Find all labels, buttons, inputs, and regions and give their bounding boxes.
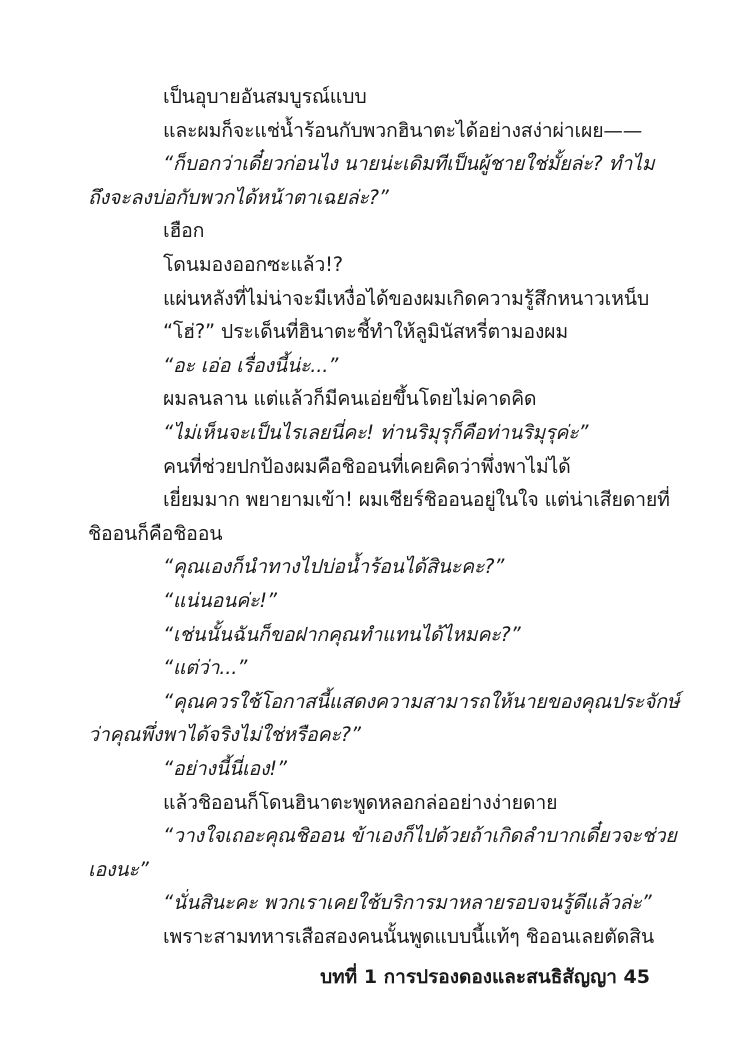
text-line: “คุณควรใช้โอกาสนี้แสดงความสามารถให้นายของคุณประจักษ์ xyxy=(163,689,680,713)
text-line: เพราะสามทหารเสือสองคนนั้นพูดแบบนี้แท้ๆ ชิออนเลยตัดสิน xyxy=(163,925,654,948)
text-line: โดนมองออกซะแล้ว!? xyxy=(163,253,343,276)
text-line: คนที่ช่วยปกป้องผมคือชิออนที่เคยคิดว่าพึ่งพาไม่ได้ xyxy=(163,454,571,478)
text-line: แผ่นหลังที่ไม่น่าจะมีเหงื่อได้ของผมเกิดความรู้สึกหนาวเหน็บ xyxy=(163,286,650,310)
page-footer: บทที่ 1 การปรองดองและสนธิสัญญา 45 xyxy=(320,965,650,988)
text-line: “แน่นอนค่ะ!” xyxy=(163,589,277,612)
text-line: เยี่ยมมาก พยายามเข้า! ผมเชียร์ชิออนอยู่ในใจ แต่น่าเสียดายที่ xyxy=(163,488,670,512)
text-line: เป็นอุบายอันสมบูรณ์แบบ xyxy=(163,85,367,108)
text-line: เฮือก xyxy=(163,219,205,243)
text-line: “นั่นสินะคะ พวกเราเคยใช้บริการมาหลายรอบจนรู้ดีแล้วล่ะ” xyxy=(163,891,652,915)
text-line: ถึงจะลงบ่อกับพวกได้หน้าตาเฉยล่ะ?” xyxy=(88,185,389,209)
text-line: ผมลนลาน แต่แล้วก็มีคนเอ่ยขึ้นโดยไม่คาดคิด xyxy=(163,387,537,411)
text-line: เองนะ” xyxy=(88,857,149,881)
text-line: “แต่ว่า...” xyxy=(163,656,248,680)
text-line: “อย่างนี้นี่เอง!” xyxy=(163,757,287,780)
text-line: แล้วชิออนก็โดนฮินาตะพูดหลอกล่ออย่างง่ายดาย xyxy=(163,790,558,814)
text-line: “วางใจเถอะคุณชิออน ข้าเองก็ไปด้วยถ้าเกิดลำบากเดี๋ยวจะช่วย xyxy=(163,824,677,848)
text-line: “คุณเองก็นำทางไปบ่อน้ำร้อนได้สินะคะ?” xyxy=(163,555,505,579)
text-line: ว่าคุณพึ่งพาได้จริงไม่ใช่หรือคะ?” xyxy=(88,723,361,747)
text-line: และผมก็จะแช่น้ำร้อนกับพวกฮินาตะได้อย่างสง่าผ่าเผย—— xyxy=(163,118,643,142)
text-line: “ไม่เห็นจะเป็นไรเลยนี่คะ! ท่านริมุรุก็คือท่านริมุรุค่ะ” xyxy=(163,421,589,444)
text-line: “โฮ่?” ประเด็นที่ฮินาตะชี้ทำให้ลูมินัสหรี่ตามองผม xyxy=(163,320,569,344)
text-line: “อะ เอ่อ เรื่องนี้น่ะ...” xyxy=(163,353,339,377)
text-line: ชิออนก็คือชิออน xyxy=(88,521,223,545)
text-line: “เช่นนั้นฉันก็ขอฝากคุณทำแทนได้ไหมคะ?” xyxy=(163,622,521,646)
text-line: “ก็บอกว่าเดี๋ยวก่อนไง นายน่ะเดิมทีเป็นผู้ชายใช่มั้ยล่ะ? ทำไม xyxy=(163,152,655,176)
